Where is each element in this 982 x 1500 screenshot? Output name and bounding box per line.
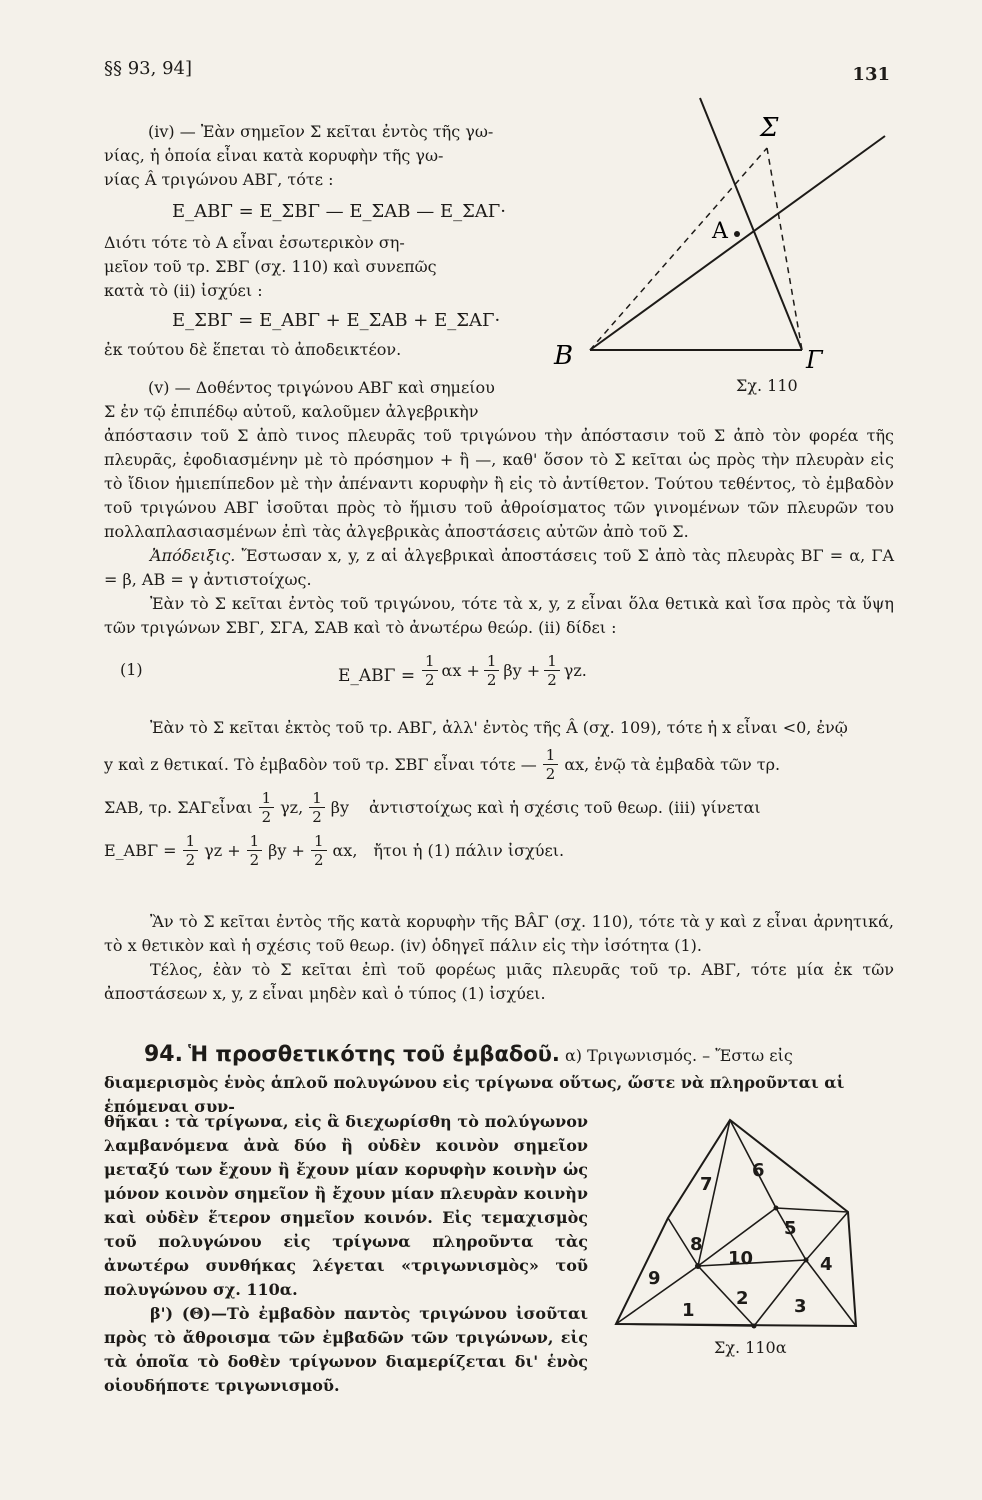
label-s: Σ xyxy=(760,113,779,143)
region-4: 4 xyxy=(820,1254,833,1275)
frac-den: 2 xyxy=(422,670,438,689)
text-line xyxy=(104,832,894,869)
fig-line xyxy=(767,148,802,350)
text-line: διαμερισμὸς ἑνὸς ἁπλοῦ πολυγώνου εἰς τρίγωνα οὕτως, ὥστε νὰ πληροῦνται αἱ ἑπόμεναι συν- xyxy=(104,1073,845,1116)
frac-num: 1 xyxy=(313,832,324,850)
eq-term: βy + xyxy=(503,660,541,680)
region-7: 7 xyxy=(700,1174,713,1195)
frac-den: 2 xyxy=(311,850,327,869)
figure-caption: Σχ. 110 xyxy=(736,376,798,395)
frac-num: 1 xyxy=(547,652,557,670)
frac-num: 1 xyxy=(486,652,497,670)
frac-den: 2 xyxy=(484,670,500,689)
vertex xyxy=(774,1206,779,1211)
region-6: 6 xyxy=(752,1160,765,1181)
proof-text: Ἔστωσαν x, y, z αἱ ἀλγεβρικαὶ ἀποστάσεις τοῦ Σ ἀπὸ τὰς πλευρὰς ΒΓ = α, ΓΑ = β, ΑΒ = γ ἀντιστοίχως. xyxy=(104,546,895,589)
region-2: 2 xyxy=(736,1288,749,1309)
region-3: 3 xyxy=(794,1296,807,1317)
region-1: 1 xyxy=(682,1300,695,1321)
section-heading xyxy=(104,1038,894,1071)
fraction xyxy=(247,832,263,869)
frac-num: 1 xyxy=(261,789,272,807)
figure-110a xyxy=(608,1100,878,1340)
region-8: 8 xyxy=(690,1234,703,1255)
fraction xyxy=(543,746,559,783)
point-a xyxy=(734,231,740,237)
eq-term: αx + xyxy=(441,660,480,680)
text-line: κατὰ τὸ (ii) ἰσχύει : xyxy=(104,281,263,300)
text-line: ἐκ τούτου δὲ ἕπεται τὸ ἀποδεικτέον. xyxy=(104,340,402,359)
section-94-narrow xyxy=(104,1110,588,1398)
text-line: (v) — Δοθέντος τριγώνου ΑΒΓ καὶ σημείου xyxy=(148,378,495,397)
region-5: 5 xyxy=(784,1218,797,1239)
paragraph: Ἐὰν τὸ Σ κεῖται ἐντὸς τοῦ τριγώνου, τότε τὰ x, y, z εἶναι ὅλα θετικὰ καὶ ἴσα πρὸς τὰ ὕψη τῶν τριγώνων ΣΒΓ, ΣΓΑ, ΣΑΒ καὶ τὸ ἀνωτέρω θεώρ. (ii) δίδει : xyxy=(104,594,894,637)
fraction xyxy=(544,652,560,689)
frac-den: 2 xyxy=(543,764,559,783)
frac-num: 1 xyxy=(185,832,196,850)
page-header xyxy=(104,58,890,88)
section-number: 94. xyxy=(144,1042,183,1067)
text-segment: ἤτοι ἡ (1) πάλιν ἰσχύει. xyxy=(373,840,565,860)
frac-den: 2 xyxy=(259,807,275,826)
part-iv xyxy=(104,120,544,362)
frac-den: 2 xyxy=(247,850,263,869)
frac-num: 1 xyxy=(545,746,556,764)
fig-line xyxy=(590,136,885,350)
paragraph: ἀπόστασιν τοῦ Σ ἀπὸ τινος πλευρᾶς τοῦ τριγώνου τὴν ἀπόστασιν τοῦ Σ ἀπὸ τὸν φορέα τῆς πλευρᾶς, ἐφοδιασμένην μὲ τὸ πρόσημον + ἢ —, καθ' ὅσον τὸ Σ κεῖται ὡς πρὸς τὴν πλευρὰν εἰς τὸ ἴδιον ἡμιεπίπεδον μὲ τὴν ἀπέναντι κορυφὴν ἢ εἰς τὸ ἀντίθετον. Τούτου τεθέντος, τὸ ἐμβαδὸν τοῦ τριγώνου ΑΒΓ ἰσοῦται πρὸς τὸ ἥμισυ τοῦ ἀθροίσματος τῶν γινομένων τῶν πλευρῶν του πολλαπλασιασμένων ἐπὶ τὰς ἀλγεβρικὰς ἀποστάσεις αὐτῶν ἀπὸ τοῦ Σ. xyxy=(104,426,894,541)
text-segment: βy xyxy=(330,797,350,817)
fraction xyxy=(311,832,327,869)
frac-num: 1 xyxy=(312,789,322,807)
formula: Ε_ΣΒΓ = Ε_ΑΒΓ + Ε_ΣΑΒ + Ε_ΣΑΓ· xyxy=(172,310,501,331)
region-10: 10 xyxy=(728,1248,754,1269)
fraction xyxy=(259,789,275,826)
fig-line xyxy=(806,1212,848,1260)
section-title: Ἡ προσθετικότης τοῦ ἐμβαδοῦ. xyxy=(188,1042,560,1066)
text-line: Διότι τότε τὸ Α εἶναι ἐσωτερικὸν ση- xyxy=(104,233,405,252)
frac-num: 1 xyxy=(249,832,260,850)
label-a: Α xyxy=(712,219,728,244)
label-g: Γ xyxy=(806,346,823,374)
text-segment: αx, ἐνῷ τὰ ἐμβαδὰ τῶν τρ. xyxy=(564,754,781,774)
figure-110 xyxy=(540,88,900,388)
frac-den: 2 xyxy=(309,807,325,826)
figure-caption: Σχ. 110α xyxy=(714,1338,787,1357)
eq-label: (1) xyxy=(120,660,143,679)
eq-term: γz. xyxy=(563,660,587,680)
text-segment: Ε_ΑΒΓ = xyxy=(104,840,177,860)
text-segment: γz + xyxy=(204,840,241,860)
fraction xyxy=(422,652,438,689)
paragraph xyxy=(104,544,894,592)
para-5-6 xyxy=(104,910,894,1006)
vertex xyxy=(695,1263,701,1269)
frac-num: 1 xyxy=(425,652,435,670)
text-line: Σ ἐν τῷ ἐπιπέδῳ αὐτοῦ, καλοῦμεν ἀλγεβρικὴν xyxy=(104,402,479,421)
vertex xyxy=(804,1258,809,1263)
text-line: μεῖον τοῦ τρ. ΣΒΓ (σχ. 110) καὶ συνεπῶς xyxy=(104,257,437,276)
text-segment: ἀντιστοίχως καὶ ἡ σχέσις τοῦ θεωρ. (iii) γίνεται xyxy=(369,797,761,817)
frac-den: 2 xyxy=(544,670,560,689)
section-range: §§ 93, 94] xyxy=(104,58,192,79)
eq-terms xyxy=(422,652,587,689)
text-line: (iv) — Ἐὰν σημεῖον Σ κεῖται ἐντὸς τῆς γω- xyxy=(148,122,494,141)
formula: Ε_ΑΒΓ = Ε_ΣΒΓ — Ε_ΣΑΒ — Ε_ΣΑΓ· xyxy=(172,201,507,222)
text-line xyxy=(104,789,894,826)
text-segment: ΣΑΒ, τρ. ΣΑΓεἶναι xyxy=(104,797,253,817)
paragraph: β') (Θ)—Τὸ ἐμβαδὸν παντὸς τριγώνου ἰσοῦται πρὸς τὸ ἄθροισμα τῶν ἐμβαδῶν τῶν τριγώνων, εἰς τὰ ὁποῖα τὸ δοθὲν τρίγωνον διαμερίζεται δι' ἑνὸς οἱουδήποτε τριγωνισμοῦ. xyxy=(104,1304,588,1395)
fig-line xyxy=(776,1208,848,1212)
text-line xyxy=(104,746,894,783)
equation-1 xyxy=(104,652,894,704)
label-b: Β xyxy=(554,341,574,371)
fraction xyxy=(309,789,325,826)
part-v xyxy=(104,376,894,640)
text-line: Ἐὰν τὸ Σ κεῖται ἐκτὸς τοῦ τρ. ΑΒΓ, ἀλλ' ἐντὸς τῆς Â (σχ. 109), τότε ἡ x εἶναι <0, ἐνῷ xyxy=(150,718,848,737)
vertex xyxy=(752,1324,757,1329)
frac-den: 2 xyxy=(183,850,199,869)
sub-a: α) Τριγωνισμός. – Ἔστω εἰς xyxy=(564,1046,793,1065)
para-3 xyxy=(104,716,894,869)
text-segment: βy + xyxy=(268,840,305,860)
text-line: νίας Â τριγώνου ΑΒΓ, τότε : xyxy=(104,170,334,189)
page-number: 131 xyxy=(852,64,890,85)
text-segment: αx, xyxy=(332,840,358,860)
eq-lhs: Ε_ΑΒΓ = xyxy=(338,666,416,686)
text-segment: y καὶ z θετικαί. Τὸ ἐμβαδὸν τοῦ τρ. ΣΒΓ εἶναι τότε — xyxy=(104,754,537,774)
text-segment: γz, xyxy=(280,797,304,817)
paragraph: θῆκαι : τὰ τρίγωνα, εἰς ἃ διεχωρίσθη τὸ πολύγωνον λαμβανόμενα ἀνὰ δύο ἢ οὐδὲν κοινὸν σημεῖον μεταξύ των ἔχουν ἢ ἔχουν μίαν κορυφὴν κοινὴν ὡς μόνον κοινὸν σημεῖον ἢ ἔχουν μίαν πλευρὰν κοινὴν καὶ οὐδὲν ἕτερον σημεῖον κοινόν. Εἰς τεμαχισμὸς τοῦ πολυγώνου εἰς τρίγωνα πληροῦντα τὰς ἀνωτέρω συνθήκας λέγεται «τριγωνισμὸς» τοῦ πολυγώνου σχ. 110α. xyxy=(104,1112,588,1299)
fraction xyxy=(484,652,500,689)
paragraph: Τέλος, ἐὰν τὸ Σ κεῖται ἐπὶ τοῦ φορέως μιᾶς πλευρᾶς τοῦ τρ. ΑΒΓ, τότε μία ἐκ τῶν ἀποστάσεων x, y, z εἶναι μηδὲν καὶ ὁ τύπος (1) ἰσχύει. xyxy=(104,960,894,1003)
text-line: νίας, ἡ ὁποία εἶναι κατὰ κορυφὴν τῆς γω- xyxy=(104,146,444,165)
region-9: 9 xyxy=(648,1268,661,1289)
fraction xyxy=(183,832,199,869)
fig-line xyxy=(590,148,767,350)
proof-label: Ἀπόδειξις. xyxy=(150,546,236,565)
paragraph: Ἂν τὸ Σ κεῖται ἐντὸς τῆς κατὰ κορυφὴν τῆς ΒÂΓ (σχ. 110), τότε τὰ y καὶ z εἶναι ἀρνητικά, τὸ x θετικὸν καὶ ἡ σχέσις τοῦ θεωρ. (iv) ὁδηγεῖ πάλιν εἰς τὴν ἰσότητα (1). xyxy=(104,912,895,955)
